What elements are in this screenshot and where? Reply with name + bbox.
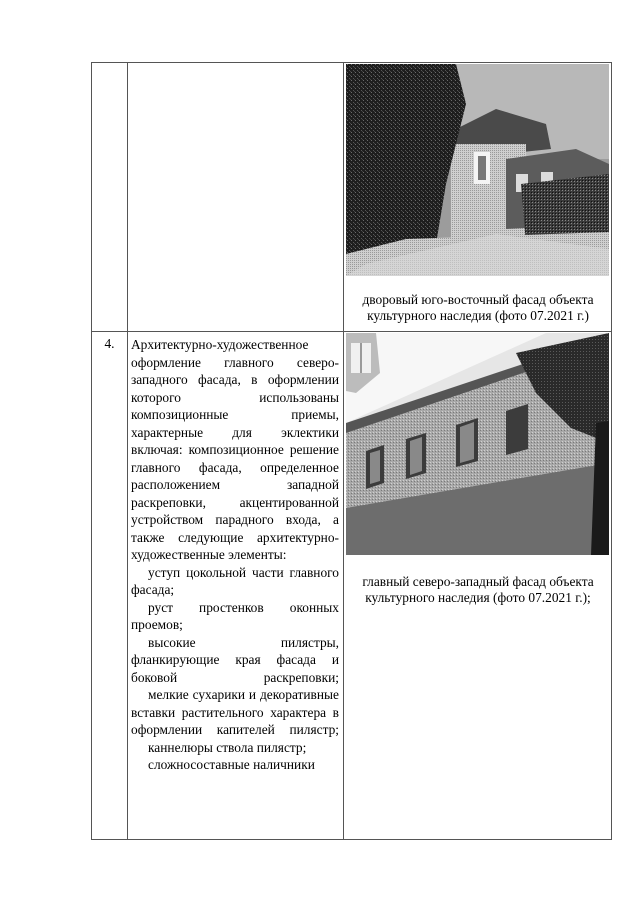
description-intro: Архитектурно-художественное оформление главного северо-западного фасада, в оформлении которого использованы композиционные приемы, характерные для эклектики включая: композиционное решение главного фасада, определенное расположением западной раскреповки, акцентированной устройством парадного входа, а также следующие архитектурно-художественные элементы: bbox=[131, 337, 339, 562]
table-border-left bbox=[91, 62, 92, 840]
element-item: высокие пилястры, фланкирующие края фасада и боковой раскреповки; bbox=[131, 634, 339, 685]
table-border-right bbox=[611, 62, 612, 840]
table-row-divider bbox=[91, 331, 612, 332]
main-facade-caption: главный северо-западный фасад объекта культурного наследия (фото 07.2021 г.); bbox=[362, 574, 594, 605]
main-facade-image bbox=[346, 333, 609, 555]
element-item: мелкие сухарики и декоративные вставки растительного характера в оформлении капителей пилястр; bbox=[131, 687, 339, 737]
courtyard-facade-caption: дворовый юго-восточный фасад объекта культурного наследия (фото 07.2021 г.) bbox=[362, 292, 594, 323]
element-item: руст простенков оконных проемов; bbox=[131, 599, 339, 632]
element-item: сложносоставные наличники bbox=[148, 757, 315, 772]
table-border-col1 bbox=[127, 62, 128, 840]
table-border-top bbox=[91, 62, 612, 63]
courtyard-facade-image bbox=[346, 64, 609, 276]
table-border-col2 bbox=[343, 62, 344, 840]
element-item: уступ цокольной части главного фасада; bbox=[131, 564, 339, 597]
main-facade-photo bbox=[346, 333, 609, 555]
row-number: 4. bbox=[104, 336, 115, 351]
courtyard-facade-photo bbox=[346, 64, 609, 276]
table-border-bottom bbox=[91, 839, 612, 840]
element-item: каннелюры ствола пилястр; bbox=[148, 739, 307, 755]
description-cell bbox=[131, 336, 339, 774]
